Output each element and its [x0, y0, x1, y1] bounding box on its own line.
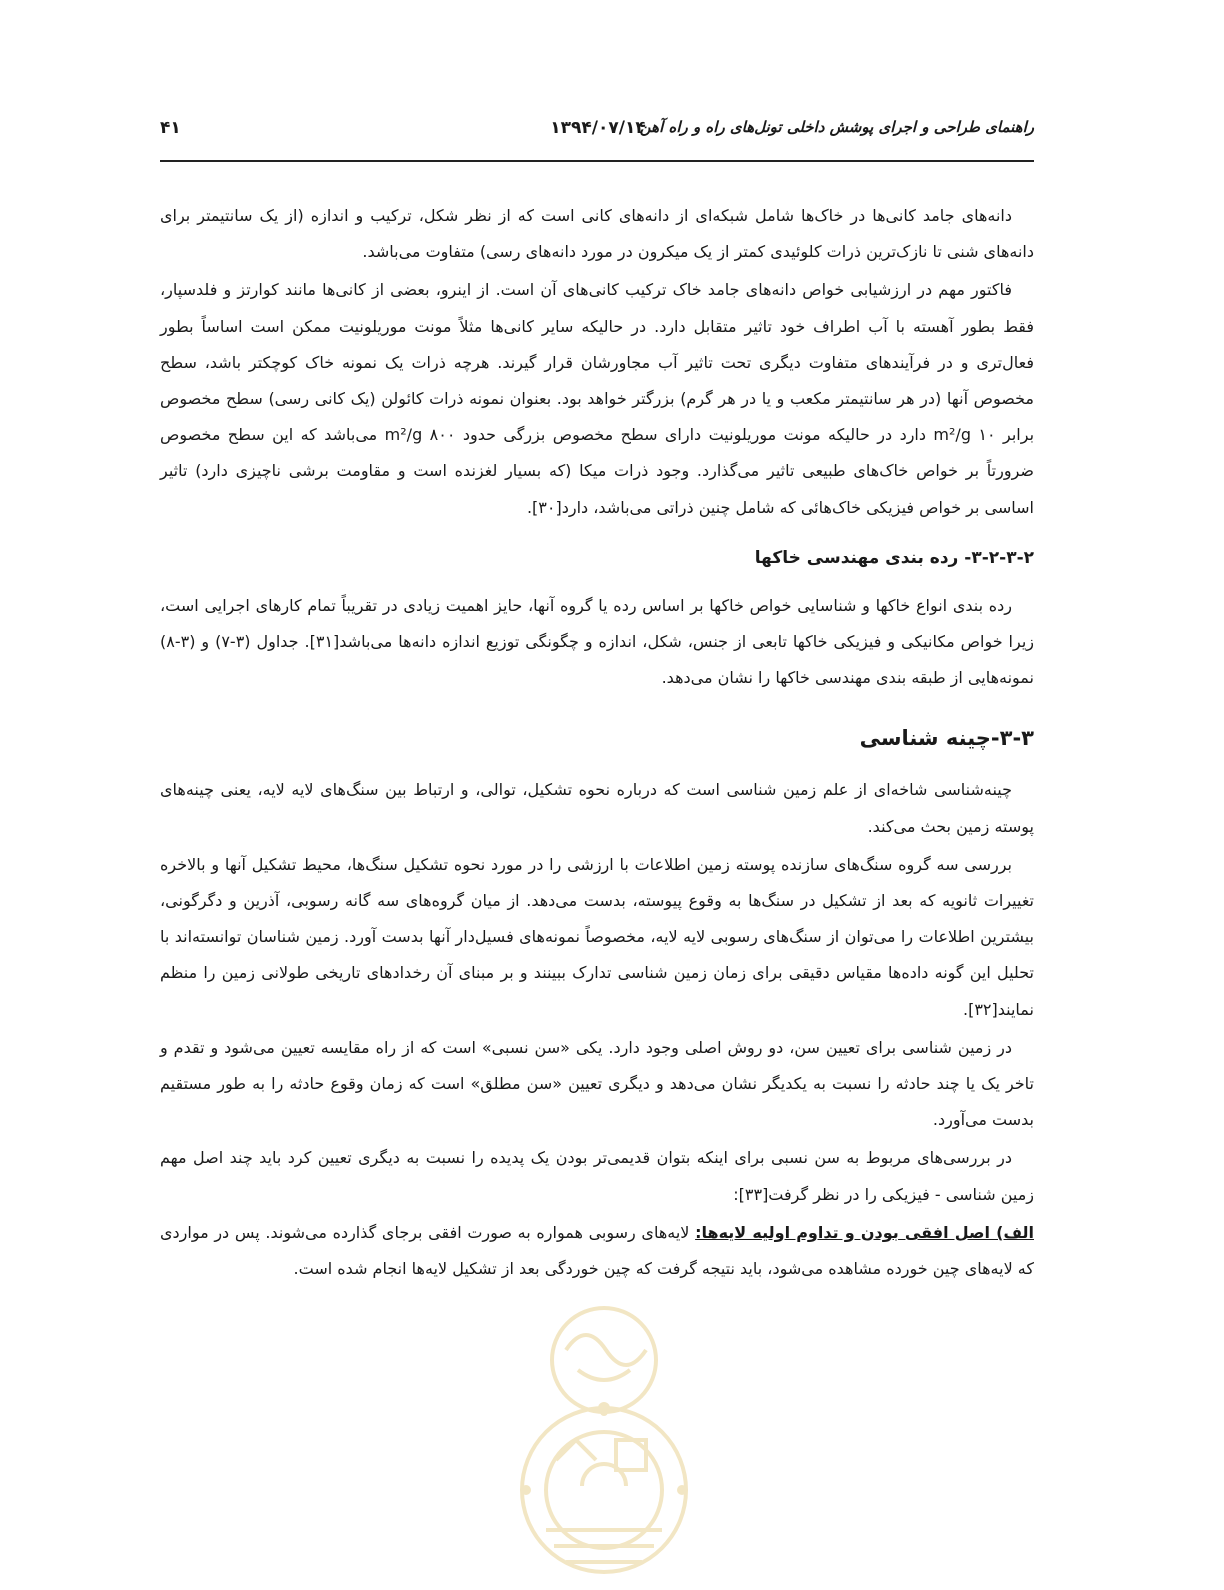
paragraph: در زمین شناسی برای تعیین سن، دو روش اصلی وجود دارد. یکی «سن نسبی» است که از راه مقایسه تعیین می‌شود و تقدم و تاخر یک یا چند حادثه را نسبت به یکدیگر نشان می‌دهد و دیگری تعیین «سن مطلق» است که زمان وقوع حادثه را به طور مستقیم بدست می‌آورد. [160, 1037, 1034, 1130]
principle-text: لایه‌های رسوبی همواره به صورت افقی برجای گذارده می‌شوند. پس در مواردی که لایه‌های چین خورده مشاهده می‌شود، باید نتیجه گرفت که چین خوردگی بعد از تشکیل لایه‌ها انجام شده است. [160, 1222, 1034, 1279]
section-heading: ۳-۳-چینه شناسی [859, 726, 1034, 751]
publisher-seal-watermark-icon [486, 1290, 722, 1590]
paragraph: چینه‌شناسی شاخه‌ای از علم زمین شناسی است که درباره نحوه تشکیل، توالی، و ارتباط بین سنگ‌های لایه لایه، یعنی چینه‌های پوسته زمین بحث می‌کند. [160, 780, 1034, 836]
subsection-heading: ۳-۲-۳-۲- رده بندی مهندسی خاکها [754, 547, 1034, 568]
principle-paragraph [160, 1215, 1034, 1287]
header-rule [160, 160, 1034, 162]
paragraph: فاکتور مهم در ارزشیابی خواص دانه‌های جامد خاک ترکیب کانی‌های آن است. از اینرو، بعضی از کانی‌ها مانند کوارتز و فلدسپار، فقط بطور آهسته با آب اطراف خود تاثیر متقابل دارد. در حالیکه سایر کانی‌ها مثلاً مونت موریلونیت ممکن است اساساً بطور فعال‌تری و در فرآیندهای متفاوت دیگری تحت تاثیر آب مجاورشان قرار گیرند. هرچه ذرات یک نمونه خاک کوچکتر باشد، سطح مخصوص آنها (در هر سانتیمتر مکعب و یا در هر گرم) بزرگتر خواهد بود. بعنوان نمونه ذرات کائولن (یک کانی رسی) سطح مخصوص برابر ۱۰ m²/g دارد در حالیکه مونت موریلونیت دارای سطح مخصوص بزرگی حدود ۸۰۰ m²/g می‌باشد که این سطح مخصوص ضرورتاً بر خواص خاک‌های طبیعی تاثیر می‌گذارد. وجود ذرات میکا (که بسیار لغزنده است و مقاومت برشی ناچیزی دارد) تاثیر اساسی بر خواص فیزیکی خاک‌هائی که شامل چنین ذراتی می‌باشد، دارد[۳۰]. [160, 280, 1035, 517]
header-date: ۱۳۹۴/۰۷/۱۴ [550, 118, 646, 138]
body-text [160, 198, 1034, 1289]
paragraph: رده بندی انواع خاکها و شناسایی خواص خاکها بر اساس رده یا گروه آنها، حایز اهمیت زیادی در تقریباً تمام کارهای اجرایی است، زیرا خواص مکانیکی و فیزیکی خاکها تابعی از جنس، شکل، اندازه و چگونگی توزیع اندازه دانه‌ها می‌باشد[۳۱]. جداول (۳-۷) و (۳-۸) نمونه‌هایی از طبقه بندی مهندسی خاکها را نشان می‌دهد. [160, 595, 1035, 688]
running-header [160, 118, 1034, 148]
page-number: ۴۱ [160, 118, 181, 138]
paragraph: دانه‌های جامد کانی‌ها در خاک‌ها شامل شبکه‌ای از دانه‌های کانی است که از نظر شکل، ترکیب و اندازه (از یک سانتیمتر برای دانه‌های شنی تا نازک‌ترین ذرات کلوئیدی کمتر از یک میکرون در مورد دانه‌های رسی) متفاوت می‌باشد. [160, 206, 1034, 262]
paragraph: بررسی سه گروه سنگ‌های سازنده پوسته زمین اطلاعات با ارزشی را در مورد نحوه تشکیل سنگ‌ها، محیط تشکیل آنها و بالاخره تغییرات ثانویه که بعد از تشکیل در سنگ‌ها به وقوع پیوسته، بدست می‌دهد. از میان گروه‌های سه گانه رسوبی، آذرین و دگرگونی، بیشترین اطلاعات را می‌توان از سنگ‌های رسوبی لایه لایه، مخصوصاً نمونه‌های فسیل‌دار آنها بدست آورد. زمین شناسان توانسته‌اند با تحلیل این گونه داده‌ها مقیاس دقیقی برای زمان زمین شناسی تدارک ببینند و بر مبنای آن رخدادهای تاریخی طولانی زمین را منظم نمایند[۳۲]. [160, 854, 1034, 1019]
paragraph: در بررسی‌های مربوط به سن نسبی برای اینکه بتوان قدیمی‌تر بودن یک پدیده را نسبت به دیگری تعیین کرد باید چند اصل مهم زمین شناسی - فیزیکی را در نظر گرفت[۳۳]: [160, 1148, 1034, 1204]
book-title: راهنمای طراحی و اجرای پوشش داخلی تونل‌های راه و راه آهن [639, 118, 1034, 136]
principle-lead: الف) اصل افقی بودن و تداوم اولیه لایه‌ها: [695, 1222, 1034, 1242]
